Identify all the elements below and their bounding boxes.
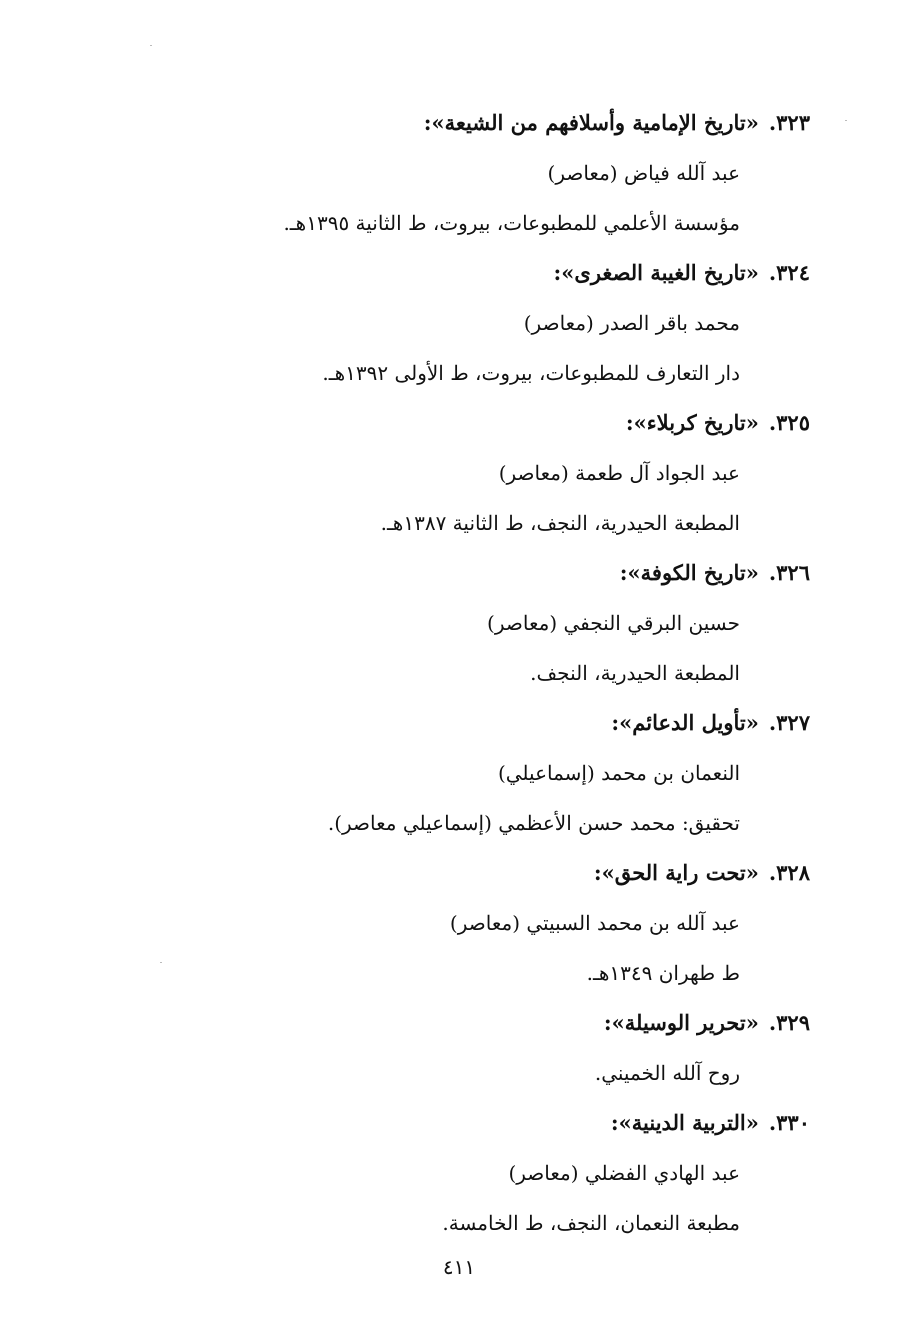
entry-title: «تحرير الوسيلة»: [603, 1010, 759, 1035]
entry-title: «تاريخ الإمامية وأسلافهم من الشيعة»: [423, 110, 759, 135]
bibliography-entry [130, 98, 810, 248]
entry-number: ٣٢٥. [768, 410, 810, 435]
entry-title: «تحت راية الحق»: [593, 860, 759, 885]
entry-number: ٣٢٤. [768, 260, 810, 285]
entry-title: «تأويل الدعائم»: [611, 710, 759, 735]
entry-number: ٣٢٧. [768, 710, 810, 735]
entry-publication: المطبعة الحيدرية، النجف. [530, 661, 740, 685]
entry-title: «تاريخ كربلاء»: [625, 410, 759, 435]
entry-publication: المطبعة الحيدرية، النجف، ط الثانية ١٣٨٧هـ. [380, 511, 740, 535]
entry-publication: ط طهران ١٣٤٩هـ. [586, 961, 740, 985]
bibliography-list [130, 98, 810, 1248]
entry-title-line [130, 98, 810, 148]
bibliography-entry [130, 698, 810, 848]
bibliography-entry [130, 998, 810, 1098]
entry-author: حسين البرقي النجفي (معاصر) [487, 611, 740, 635]
page-number: ٤١١ [442, 1255, 476, 1279]
bibliography-entry [130, 398, 810, 548]
entry-number: ٣٣٠. [768, 1110, 810, 1135]
entry-author: عبد آلله فياض (معاصر) [547, 161, 740, 185]
entry-number: ٣٢٣. [768, 110, 810, 135]
entry-title-line [130, 1098, 810, 1148]
entry-publication: مؤسسة الأعلمي للمطبوعات، بيروت، ط الثانية ١٣٩٥هـ. [283, 211, 740, 235]
entry-editor: تحقيق: محمد حسن الأعظمي (إسماعيلي معاصر). [327, 811, 740, 835]
entry-author: روح آلله الخميني. [594, 1061, 740, 1085]
entry-author: عبد آلله بن محمد السبيتي (معاصر) [449, 911, 740, 935]
bibliography-entry [130, 848, 810, 998]
entry-title: «التربية الدينية»: [610, 1110, 759, 1135]
entry-author: عبد الجواد آل طعمة (معاصر) [498, 461, 740, 485]
bibliography-entry [130, 248, 810, 398]
entry-author: عبد الهادي الفضلي (معاصر) [508, 1161, 740, 1185]
bibliography-entry [130, 1098, 810, 1248]
entry-number: ٣٢٦. [768, 560, 810, 585]
entry-title: «تاريخ الغيبة الصغرى»: [553, 260, 759, 285]
entry-publication: مطبعة النعمان، النجف، ط الخامسة. [442, 1211, 740, 1235]
entry-title: «تاريخ الكوفة»: [619, 560, 759, 585]
entry-title-line [130, 398, 810, 448]
entry-title-line [130, 248, 810, 298]
entry-title-line [130, 848, 810, 898]
entry-number: ٣٢٩. [768, 1010, 810, 1035]
scan-speck [845, 120, 847, 121]
scan-speck [150, 45, 152, 46]
entry-author: محمد باقر الصدر (معاصر) [523, 311, 740, 335]
entry-title-line [130, 698, 810, 748]
entry-title-line [130, 548, 810, 598]
entry-title-line [130, 998, 810, 1048]
entry-number: ٣٢٨. [768, 860, 810, 885]
entry-author: النعمان بن محمد (إسماعيلي) [497, 761, 740, 785]
bibliography-entry [130, 548, 810, 698]
entry-publication: دار التعارف للمطبوعات، بيروت، ط الأولى ١٣٩٢هـ. [322, 361, 740, 385]
